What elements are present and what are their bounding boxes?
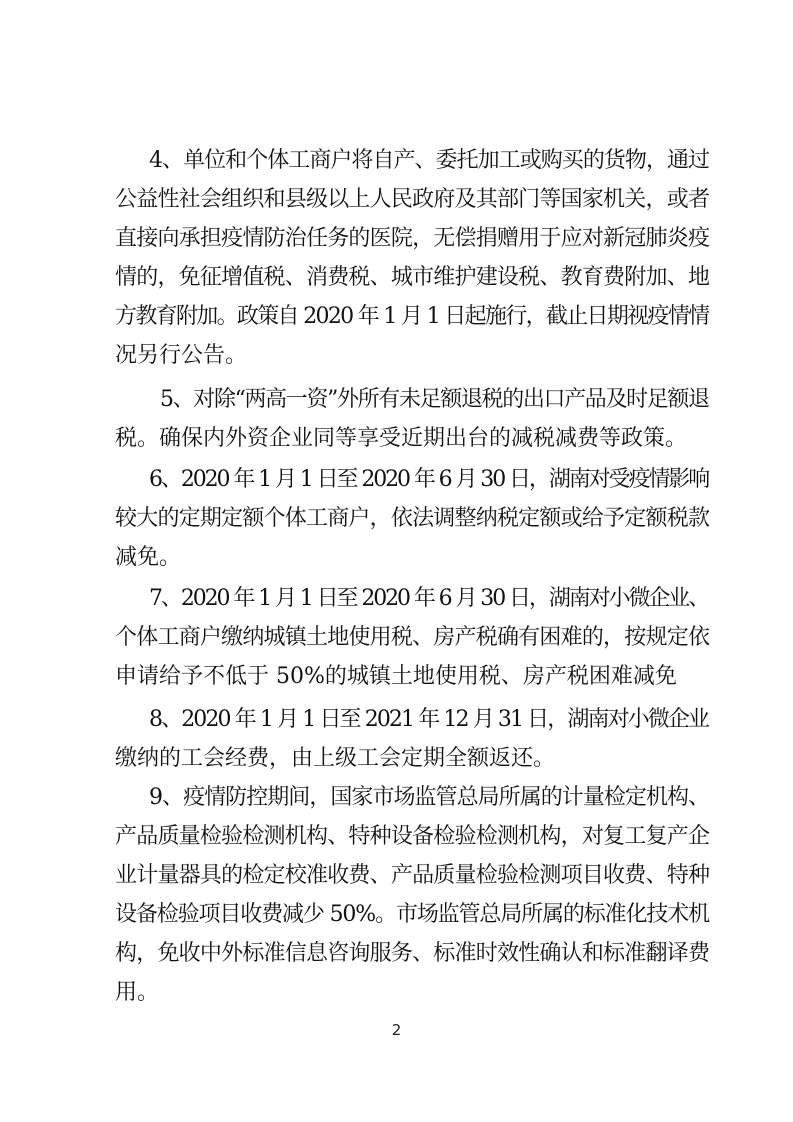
text-line: 情的，免征增值税、消费税、城市维护建设税、教育费附加、地 xyxy=(115,265,710,290)
text-line: 较大的定期定额个体工商户，依法调整纳税定额或给予定额税款 xyxy=(115,506,710,531)
text-line: 直接向承担疫情防治任务的医院，无偿捐赠用于应对新冠肺炎疫 xyxy=(115,226,710,251)
text-line: 8、2020 年 1 月 1 日至 2021 年 12 月 31 日，湖南对小微企业 xyxy=(149,707,709,732)
text-line: 公益性社会组织和县级以上人民政府及其部门等国家机关，或者 xyxy=(115,187,710,212)
text-line: 况另行公告。 xyxy=(115,343,248,368)
text-line: 业计量器具的检定校准收费、产品质量检验检测项目收费、特种 xyxy=(115,863,710,888)
text-line: 6、2020 年 1 月 1 日至 2020 年 6 月 30 日，湖南对受疫情影响 xyxy=(149,467,709,492)
text-line: 用。 xyxy=(115,980,160,1005)
text-line: 缴纳的工会经费，由上级工会定期全额返还。 xyxy=(115,746,556,771)
text-line: 申请给予不低于 50%的城镇土地使用税、房产税困难减免 xyxy=(115,664,677,689)
text-line: 4、单位和个体工商户将自产、委托加工或购买的货物，通过 xyxy=(149,148,710,173)
text-line: 9、疫情防控期间，国家市场监管总局所属的计量检定机构、 xyxy=(149,785,710,810)
text-line: 7、2020 年 1 月 1 日至 2020 年 6 月 30 日，湖南对小微企业、 xyxy=(149,586,709,611)
text-line: 构，免收中外标准信息咨询服务、标准时效性确认和标准翻译费 xyxy=(115,941,710,966)
text-line: 5、对除“两高一资”外所有未足额退税的出口产品及时足额退 xyxy=(160,387,709,412)
page-number: 2 xyxy=(391,1021,402,1039)
text-line: 方教育附加。政策自 2020 年 1 月 1 日起施行，截止日期视疫情情 xyxy=(115,304,709,329)
text-line: 税。确保内外资企业同等享受近期出台的减税减费等政策。 xyxy=(115,426,688,451)
text-line: 产品质量检验检测机构、特种设备检验检测机构，对复工复产企 xyxy=(115,824,710,849)
text-line: 设备检验项目收费减少 50%。市场监管总局所属的标准化技术机 xyxy=(115,902,709,927)
text-line: 个体工商户缴纳城镇土地使用税、房产税确有困难的，按规定依 xyxy=(115,625,710,650)
text-line: 减免。 xyxy=(115,545,182,570)
